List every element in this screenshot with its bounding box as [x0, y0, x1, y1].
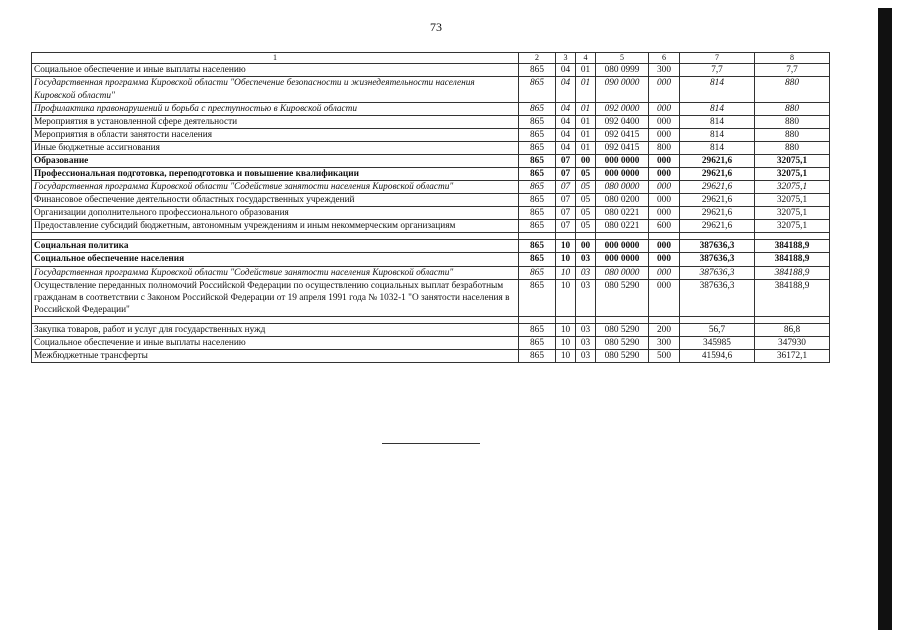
- budget-table: [31, 52, 830, 363]
- table-row: [32, 168, 830, 181]
- row-value-cell: 10: [556, 336, 576, 349]
- row-value-cell: 200: [649, 323, 680, 336]
- row-value-cell: 07: [556, 168, 576, 181]
- row-value-cell: 387636,3: [680, 266, 755, 279]
- row-value-cell: 05: [576, 207, 596, 220]
- scan-edge-bar: [878, 8, 892, 630]
- row-value-cell: 080 0221: [596, 207, 649, 220]
- spacer-row: [32, 316, 830, 323]
- row-value-cell: 32075,1: [755, 194, 830, 207]
- row-value-cell: 865: [519, 102, 556, 115]
- row-value-cell: 03: [576, 323, 596, 336]
- row-value-cell: 865: [519, 115, 556, 128]
- row-value-cell: 32075,1: [755, 168, 830, 181]
- row-value-cell: 000 0000: [596, 240, 649, 253]
- row-value-cell: 865: [519, 64, 556, 77]
- row-value-cell: 387636,3: [680, 253, 755, 266]
- row-value-cell: 29621,6: [680, 154, 755, 167]
- column-number-header: 6: [649, 53, 680, 64]
- row-value-cell: 880: [755, 128, 830, 141]
- row-value-cell: 07: [556, 154, 576, 167]
- row-value-cell: 080 5290: [596, 323, 649, 336]
- row-value-cell: 865: [519, 253, 556, 266]
- row-value-cell: 000: [649, 240, 680, 253]
- row-value-cell: [755, 316, 830, 323]
- row-value-cell: 814: [680, 141, 755, 154]
- row-value-cell: 814: [680, 128, 755, 141]
- row-label-cell: Профилактика правонарушений и борьба с преступностью в Кировской области: [32, 102, 519, 115]
- row-value-cell: 86,8: [755, 323, 830, 336]
- row-label-cell: [32, 316, 519, 323]
- row-value-cell: 865: [519, 207, 556, 220]
- row-value-cell: 000: [649, 279, 680, 316]
- row-value-cell: [576, 233, 596, 240]
- row-value-cell: 300: [649, 336, 680, 349]
- column-number-header: 7: [680, 53, 755, 64]
- row-value-cell: [649, 233, 680, 240]
- row-value-cell: 384188,9: [755, 266, 830, 279]
- column-number-header: 3: [556, 53, 576, 64]
- table-row: [32, 77, 830, 102]
- row-value-cell: 10: [556, 240, 576, 253]
- row-value-cell: 01: [576, 128, 596, 141]
- row-value-cell: 080 0221: [596, 220, 649, 233]
- row-value-cell: 000: [649, 194, 680, 207]
- row-value-cell: 32075,1: [755, 181, 830, 194]
- row-value-cell: 04: [556, 141, 576, 154]
- table-row: [32, 266, 830, 279]
- row-value-cell: 000: [649, 181, 680, 194]
- row-value-cell: 090 0000: [596, 77, 649, 102]
- row-value-cell: 03: [576, 336, 596, 349]
- row-value-cell: 865: [519, 220, 556, 233]
- row-value-cell: [596, 233, 649, 240]
- table-row: [32, 115, 830, 128]
- row-label-cell: Осуществление переданных полномочий Российской Федерации по осуществлению социальных выплат безработным гражданам в соответствии с Законом Российской Федерации от 19 апреля 1991 года № 1032-1 "О занятости населения в Российской Федерации": [32, 279, 519, 316]
- row-value-cell: 04: [556, 102, 576, 115]
- row-value-cell: 32075,1: [755, 220, 830, 233]
- row-value-cell: 880: [755, 77, 830, 102]
- row-label-cell: Профессиональная подготовка, переподготовка и повышение квалификации: [32, 168, 519, 181]
- row-value-cell: 07: [556, 220, 576, 233]
- row-value-cell: 32075,1: [755, 207, 830, 220]
- row-value-cell: 880: [755, 115, 830, 128]
- row-value-cell: 384188,9: [755, 240, 830, 253]
- row-value-cell: 10: [556, 350, 576, 363]
- row-value-cell: 07: [556, 207, 576, 220]
- row-value-cell: 384188,9: [755, 279, 830, 316]
- row-value-cell: 01: [576, 64, 596, 77]
- row-value-cell: 345985: [680, 336, 755, 349]
- row-value-cell: 814: [680, 77, 755, 102]
- table-row: [32, 336, 830, 349]
- row-value-cell: 000: [649, 207, 680, 220]
- row-value-cell: 080 5290: [596, 279, 649, 316]
- row-label-cell: Государственная программа Кировской области "Содействие занятости населения Кировской области": [32, 181, 519, 194]
- row-value-cell: 080 0000: [596, 181, 649, 194]
- table-row: [32, 141, 830, 154]
- row-value-cell: 000: [649, 102, 680, 115]
- row-value-cell: 7,7: [680, 64, 755, 77]
- column-number-header: 5: [596, 53, 649, 64]
- row-label-cell: Иные бюджетные ассигнования: [32, 141, 519, 154]
- row-value-cell: 092 0415: [596, 128, 649, 141]
- row-value-cell: 29621,6: [680, 168, 755, 181]
- row-label-cell: Социальное обеспечение населения: [32, 253, 519, 266]
- row-value-cell: 600: [649, 220, 680, 233]
- row-label-cell: Социальное обеспечение и иные выплаты населению: [32, 64, 519, 77]
- row-value-cell: 865: [519, 350, 556, 363]
- row-value-cell: 000 0000: [596, 168, 649, 181]
- row-value-cell: 800: [649, 141, 680, 154]
- row-value-cell: 865: [519, 77, 556, 102]
- table-row: [32, 154, 830, 167]
- row-value-cell: 05: [576, 168, 596, 181]
- row-value-cell: 865: [519, 141, 556, 154]
- row-value-cell: 500: [649, 350, 680, 363]
- row-value-cell: 865: [519, 168, 556, 181]
- row-label-cell: Социальное обеспечение и иные выплаты населению: [32, 336, 519, 349]
- page-number: 73: [430, 20, 442, 34]
- row-value-cell: 000: [649, 115, 680, 128]
- row-value-cell: 03: [576, 253, 596, 266]
- row-value-cell: 865: [519, 279, 556, 316]
- row-value-cell: 080 0200: [596, 194, 649, 207]
- row-value-cell: 080 5290: [596, 336, 649, 349]
- row-label-cell: Финансовое обеспечение деятельности областных государственных учреждений: [32, 194, 519, 207]
- row-value-cell: 865: [519, 181, 556, 194]
- row-value-cell: 29621,6: [680, 207, 755, 220]
- table-row: [32, 253, 830, 266]
- row-value-cell: 10: [556, 266, 576, 279]
- row-value-cell: 04: [556, 115, 576, 128]
- row-label-cell: Организации дополнительного профессионального образования: [32, 207, 519, 220]
- row-value-cell: 07: [556, 194, 576, 207]
- row-label-cell: [32, 233, 519, 240]
- table-row: [32, 240, 830, 253]
- row-label-cell: Закупка товаров, работ и услуг для государственных нужд: [32, 323, 519, 336]
- row-value-cell: [519, 233, 556, 240]
- row-value-cell: 05: [576, 194, 596, 207]
- row-value-cell: 10: [556, 253, 576, 266]
- row-value-cell: [649, 316, 680, 323]
- row-value-cell: 04: [556, 64, 576, 77]
- table-row: [32, 102, 830, 115]
- row-value-cell: 000: [649, 266, 680, 279]
- row-value-cell: 865: [519, 128, 556, 141]
- row-value-cell: 10: [556, 323, 576, 336]
- row-value-cell: [556, 233, 576, 240]
- row-label-cell: Мероприятия в установленной сфере деятельности: [32, 115, 519, 128]
- row-label-cell: Межбюджетные трансферты: [32, 350, 519, 363]
- column-number-header: 8: [755, 53, 830, 64]
- row-value-cell: 000 0000: [596, 253, 649, 266]
- row-label-cell: Государственная программа Кировской области "Содействие занятости населения Кировской области": [32, 266, 519, 279]
- row-value-cell: 36172,1: [755, 350, 830, 363]
- row-value-cell: 080 0000: [596, 266, 649, 279]
- row-value-cell: 880: [755, 141, 830, 154]
- row-value-cell: 080 5290: [596, 350, 649, 363]
- row-value-cell: 347930: [755, 336, 830, 349]
- row-value-cell: 000: [649, 128, 680, 141]
- row-value-cell: 10: [556, 279, 576, 316]
- row-value-cell: 41594,6: [680, 350, 755, 363]
- table-header-row: [32, 53, 830, 64]
- row-value-cell: 865: [519, 194, 556, 207]
- row-value-cell: 05: [576, 181, 596, 194]
- row-value-cell: 387636,3: [680, 240, 755, 253]
- row-value-cell: 32075,1: [755, 154, 830, 167]
- row-value-cell: 814: [680, 102, 755, 115]
- table-row: [32, 181, 830, 194]
- row-value-cell: 01: [576, 115, 596, 128]
- row-value-cell: 29621,6: [680, 220, 755, 233]
- table-row: [32, 64, 830, 77]
- row-label-cell: Мероприятия в области занятости населения: [32, 128, 519, 141]
- table-row: [32, 350, 830, 363]
- row-value-cell: [680, 316, 755, 323]
- row-label-cell: Социальная политика: [32, 240, 519, 253]
- row-value-cell: 080 0999: [596, 64, 649, 77]
- row-label-cell: Предоставление субсидий бюджетным, автономным учреждениям и иным некоммерческим организациям: [32, 220, 519, 233]
- row-value-cell: 865: [519, 336, 556, 349]
- row-value-cell: [755, 233, 830, 240]
- row-value-cell: 03: [576, 350, 596, 363]
- row-value-cell: 384188,9: [755, 253, 830, 266]
- row-value-cell: 000: [649, 77, 680, 102]
- table-row: [32, 207, 830, 220]
- row-value-cell: 092 0415: [596, 141, 649, 154]
- row-value-cell: 865: [519, 323, 556, 336]
- row-value-cell: 01: [576, 102, 596, 115]
- row-value-cell: 04: [556, 128, 576, 141]
- row-value-cell: 092 0400: [596, 115, 649, 128]
- row-value-cell: [519, 316, 556, 323]
- row-value-cell: 814: [680, 115, 755, 128]
- row-value-cell: 01: [576, 77, 596, 102]
- row-label-cell: Образование: [32, 154, 519, 167]
- row-value-cell: 56,7: [680, 323, 755, 336]
- row-value-cell: 000: [649, 253, 680, 266]
- table-row: [32, 194, 830, 207]
- row-value-cell: 29621,6: [680, 194, 755, 207]
- row-value-cell: 07: [556, 181, 576, 194]
- row-value-cell: 00: [576, 154, 596, 167]
- row-value-cell: 300: [649, 64, 680, 77]
- row-value-cell: 01: [576, 141, 596, 154]
- row-value-cell: 03: [576, 279, 596, 316]
- row-value-cell: 03: [576, 266, 596, 279]
- row-value-cell: [556, 316, 576, 323]
- table-row: [32, 279, 830, 316]
- spacer-row: [32, 233, 830, 240]
- row-value-cell: 092 0000: [596, 102, 649, 115]
- row-label-cell: Государственная программа Кировской области "Обеспечение безопасности и жизнедеятельности населения Кировской области": [32, 77, 519, 102]
- footer-divider: [382, 443, 480, 444]
- row-value-cell: 00: [576, 240, 596, 253]
- column-number-header: 4: [576, 53, 596, 64]
- row-value-cell: 04: [556, 77, 576, 102]
- row-value-cell: 865: [519, 266, 556, 279]
- row-value-cell: [596, 316, 649, 323]
- row-value-cell: 865: [519, 154, 556, 167]
- row-value-cell: 000: [649, 168, 680, 181]
- row-value-cell: 880: [755, 102, 830, 115]
- row-value-cell: 387636,3: [680, 279, 755, 316]
- row-value-cell: [680, 233, 755, 240]
- row-value-cell: 05: [576, 220, 596, 233]
- table-row: [32, 323, 830, 336]
- table-row: [32, 220, 830, 233]
- row-value-cell: 000: [649, 154, 680, 167]
- table-row: [32, 128, 830, 141]
- row-value-cell: 000 0000: [596, 154, 649, 167]
- row-value-cell: 7,7: [755, 64, 830, 77]
- row-value-cell: [576, 316, 596, 323]
- row-value-cell: 865: [519, 240, 556, 253]
- column-number-header: 2: [519, 53, 556, 64]
- column-number-header: 1: [32, 53, 519, 64]
- row-value-cell: 29621,6: [680, 181, 755, 194]
